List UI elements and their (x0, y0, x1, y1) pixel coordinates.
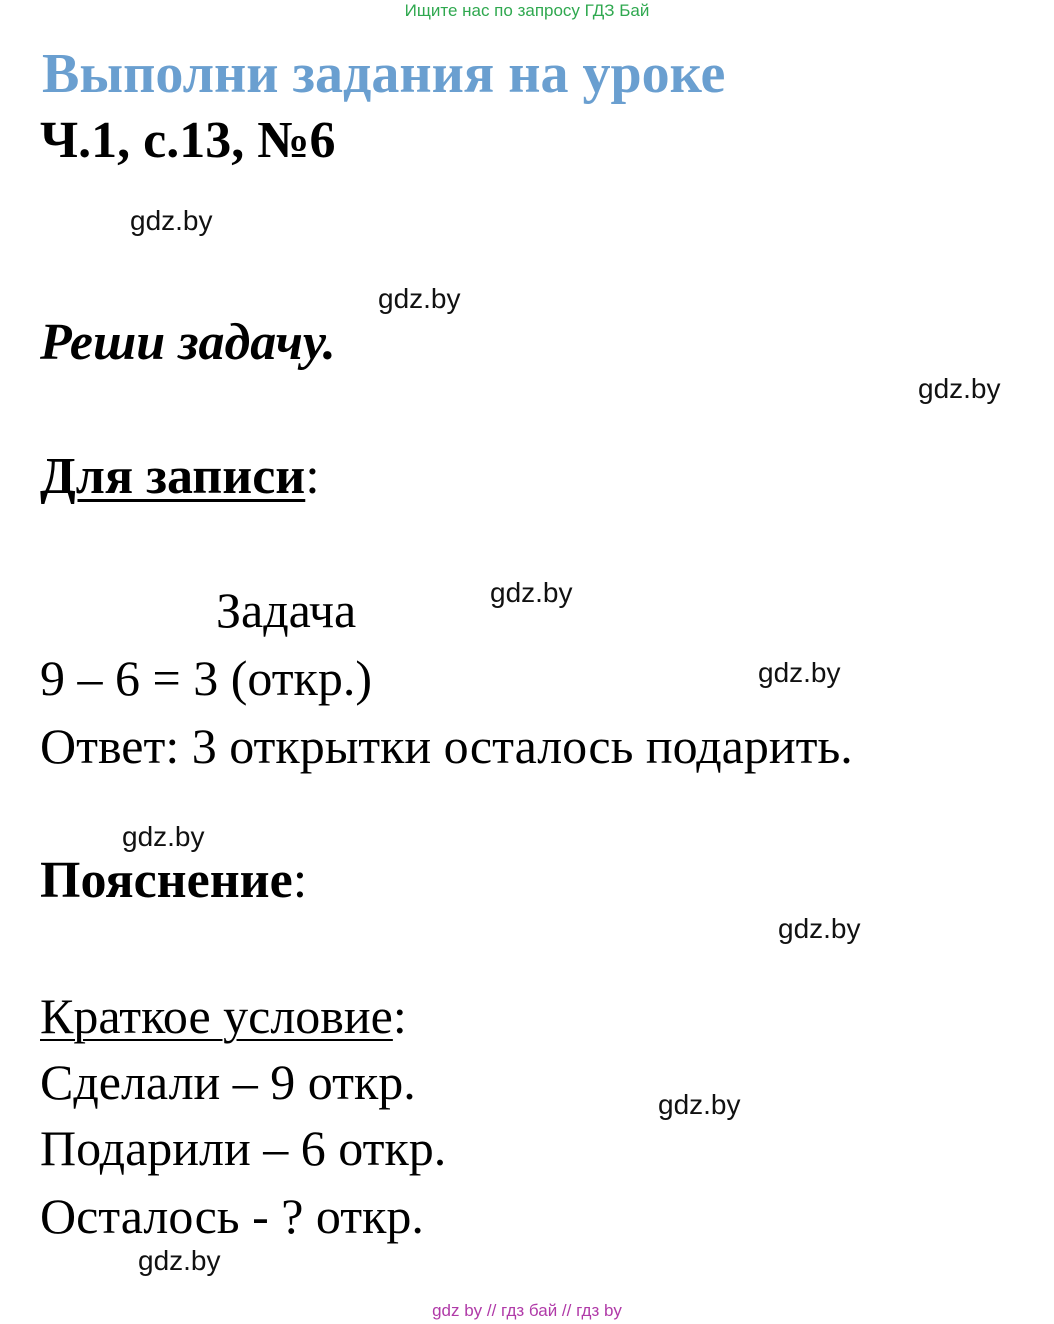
watermark: gdz.by (918, 373, 1001, 404)
condition-line: Сделали – 9 откр. (40, 1054, 416, 1110)
record-heading (40, 446, 320, 508)
explanation-heading (40, 850, 307, 912)
explanation-heading-label: Пояснение (40, 852, 293, 909)
condition-heading-label: Краткое условие (40, 988, 393, 1044)
solution-equation: 9 – 6 = 3 (откр.) (40, 650, 372, 706)
record-heading-colon: : (305, 448, 320, 505)
watermark: gdz.by (758, 657, 841, 688)
explanation-heading-colon: : (292, 852, 308, 909)
watermark: gdz.by (778, 913, 861, 944)
watermark: gdz.by (122, 821, 205, 852)
footer-links: gdz by // гдз бай // гдз by (432, 1301, 622, 1320)
top-banner: Ищите нас по запросу ГДЗ Бай (404, 1, 650, 20)
condition-heading (40, 986, 407, 1046)
watermark: gdz.by (378, 283, 461, 314)
watermark: gdz.by (658, 1089, 741, 1120)
exercise-reference: Ч.1, с.13, №6 (40, 112, 336, 169)
solution-answer: Ответ: 3 открытки осталось подарить. (40, 718, 853, 774)
condition-line: Осталось - ? откр. (40, 1188, 424, 1244)
solution-label: Задача (216, 582, 357, 638)
watermark: gdz.by (138, 1245, 221, 1276)
condition-heading-colon: : (392, 988, 407, 1044)
page-title: Выполни задания на уроке (42, 43, 726, 105)
watermark: gdz.by (490, 577, 573, 608)
watermark: gdz.by (130, 205, 213, 236)
record-heading-label: Для записи (40, 448, 306, 505)
condition-line: Подарили – 6 откр. (40, 1120, 447, 1176)
task-heading: Реши задачу. (40, 314, 336, 371)
